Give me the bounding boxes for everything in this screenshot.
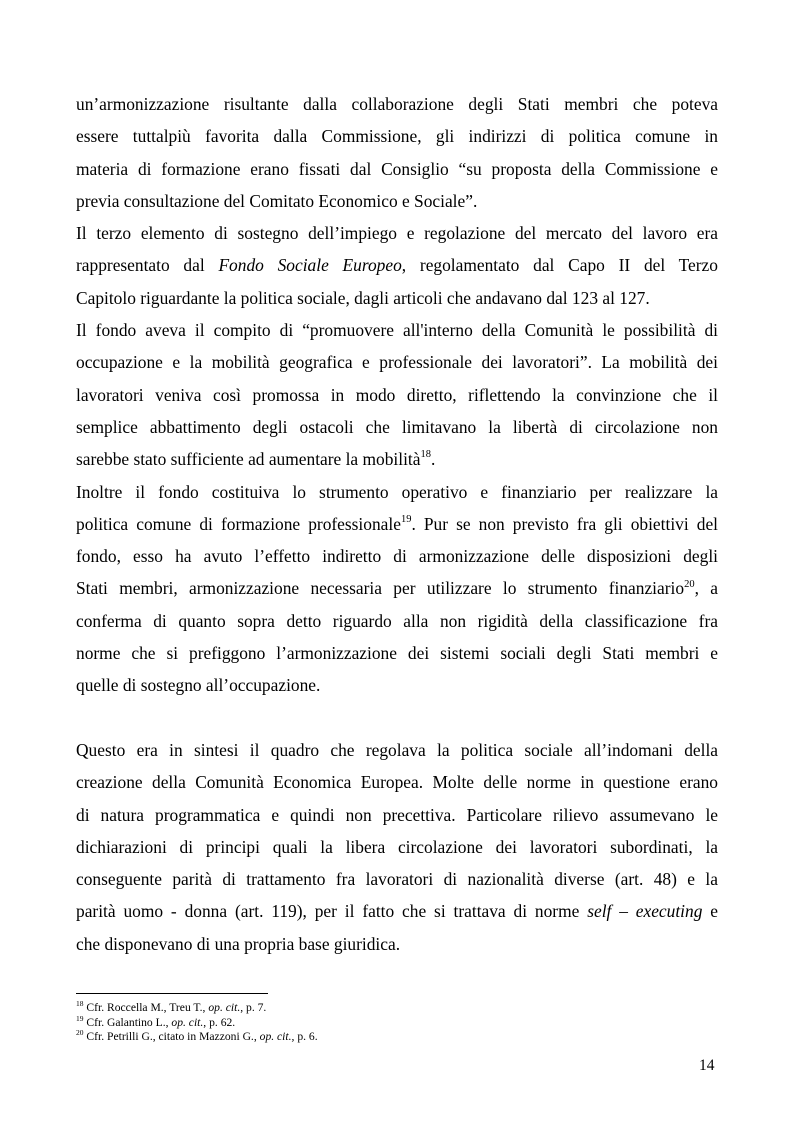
footnotes [76,1001,718,1045]
footnote-italic: op. cit. [171,1015,204,1029]
text-segment: . Pur se non previsto fra gli obiettivi del [411,513,718,534]
paragraph-1 [76,88,718,217]
text-line [76,572,718,604]
text-line [76,249,718,281]
text-line: essere tuttalpiù favorita dalla Commissione, gli indirizzi di politica comune in [76,126,718,147]
text-segment: Stati membri, armonizzazione necessaria per utilizzare lo strumento finanziario [76,578,685,599]
footnote-text: , p. 7. [240,1001,267,1014]
footnote-19 [76,1013,718,1031]
footnote-ref-19[interactable]: 19 [400,514,412,526]
text-line: dichiarazioni di principi quali la libera circolazione dei lavoratori subordinati, la [76,836,718,857]
text-line: semplice abbattimento degli ostacoli che limitavano la libertà di circolazione non [76,416,718,437]
text-line: norme che si prefiggono l’armonizzazione dei sistemi sociali degli Stati membri e [76,643,718,664]
paragraph-3 [76,314,718,475]
text-line: lavoratori veniva così promossa in modo diretto, riflettendo la convinzione che il [76,384,718,405]
footnote-ref-18[interactable]: 18 [420,449,431,461]
paragraph-spacer [76,702,718,734]
text-line: Questo era in sintesi il quadro che regolava la politica sociale all’indomani della [76,739,718,760]
text-line: Il fondo aveva il compito di “promuovere all'interno della Comunità le possibilità di [76,320,718,341]
footnote-number: 19 [76,1013,84,1023]
footnote-italic: op. cit. [208,1001,241,1014]
text-line: un’armonizzazione risultante dalla collaborazione degli Stati membri che poteva [76,94,718,114]
italic-title-fondo-sociale-europeo: Fondo Sociale Europeo [218,255,402,276]
text-line [76,895,718,927]
text-segment: rappresentato dal [76,255,219,276]
italic-term-self-executing: self – executing [587,901,703,922]
text-segment: sarebbe stato sufficiente ad aumentare la mobilità [76,449,421,470]
text-segment: , a [694,578,718,599]
footnote-ref-20[interactable]: 20 [684,578,695,590]
text-line: Capitolo riguardante la politica sociale, dagli articoli che andavano dal 123 al 127. [76,287,650,308]
footnote-italic: op. cit., [259,1030,295,1043]
text-line: che disponevano di una propria base giuridica. [76,933,401,954]
text-line: conseguente parità di trattamento fra lavoratori di nazionalità diverse (art. 48) e la [76,869,718,890]
footnote-text: Cfr. Galantino L., [83,1015,172,1029]
text-line: creazione della Comunità Economica Europea. Molte delle norme in questione erano [76,772,718,793]
text-line: Il terzo elemento di sostegno dell’impiego e regolazione del mercato del lavoro era [76,223,718,244]
footnote-text: Cfr. Petrilli G., citato in Mazzoni G., [83,1030,260,1043]
text-segment: politica comune di formazione professionale [76,513,401,534]
text-line: conferma di quanto sopra detto riguardo alla non rigidità della classificazione fra [76,610,718,631]
text-line: occupazione e la mobilità geografica e professionale dei lavoratori”. La mobilità dei [76,352,718,373]
footnote-18 [76,1001,718,1016]
text-segment: e [702,901,718,922]
text-line: quelle di sostegno all’occupazione. [76,675,321,696]
footnote-number: 20 [76,1028,84,1038]
footnote-number: 18 [76,999,84,1009]
body-text [76,88,718,960]
footnote-text: Cfr. Roccella M., Treu T., [83,1001,209,1014]
text-line [76,508,718,540]
paragraph-2 [76,217,718,314]
text-line: materia di formazione erano fissati dal Consiglio “su proposta della Commissione e [76,158,718,179]
text-segment: . [430,449,436,470]
footnote-20 [76,1030,718,1045]
footnote-text: p. 6. [294,1030,318,1043]
text-line: Inoltre il fondo costituiva lo strumento operativo e finanziario per realizzare la [76,481,718,502]
footnote-separator [76,993,268,994]
page-number: 14 [699,1057,715,1074]
text-line: fondo, esso ha avuto l’effetto indiretto di armonizzazione delle disposizioni degli [76,546,718,567]
text-segment: , regolamentato dal Capo II del Terzo [401,255,718,276]
text-segment: parità uomo - donna (art. 119), per il fatto che si trattava di norme [76,901,588,922]
text-line: di natura programmatica e quindi non precettiva. Particolare rilievo assumevano le [76,804,718,825]
text-line: previa consultazione del Comitato Economico e Sociale”. [76,190,478,211]
text-line [76,443,718,475]
footnote-text: , p. 62. [203,1015,236,1029]
paragraph-5 [76,734,718,960]
paragraph-4 [76,476,718,702]
